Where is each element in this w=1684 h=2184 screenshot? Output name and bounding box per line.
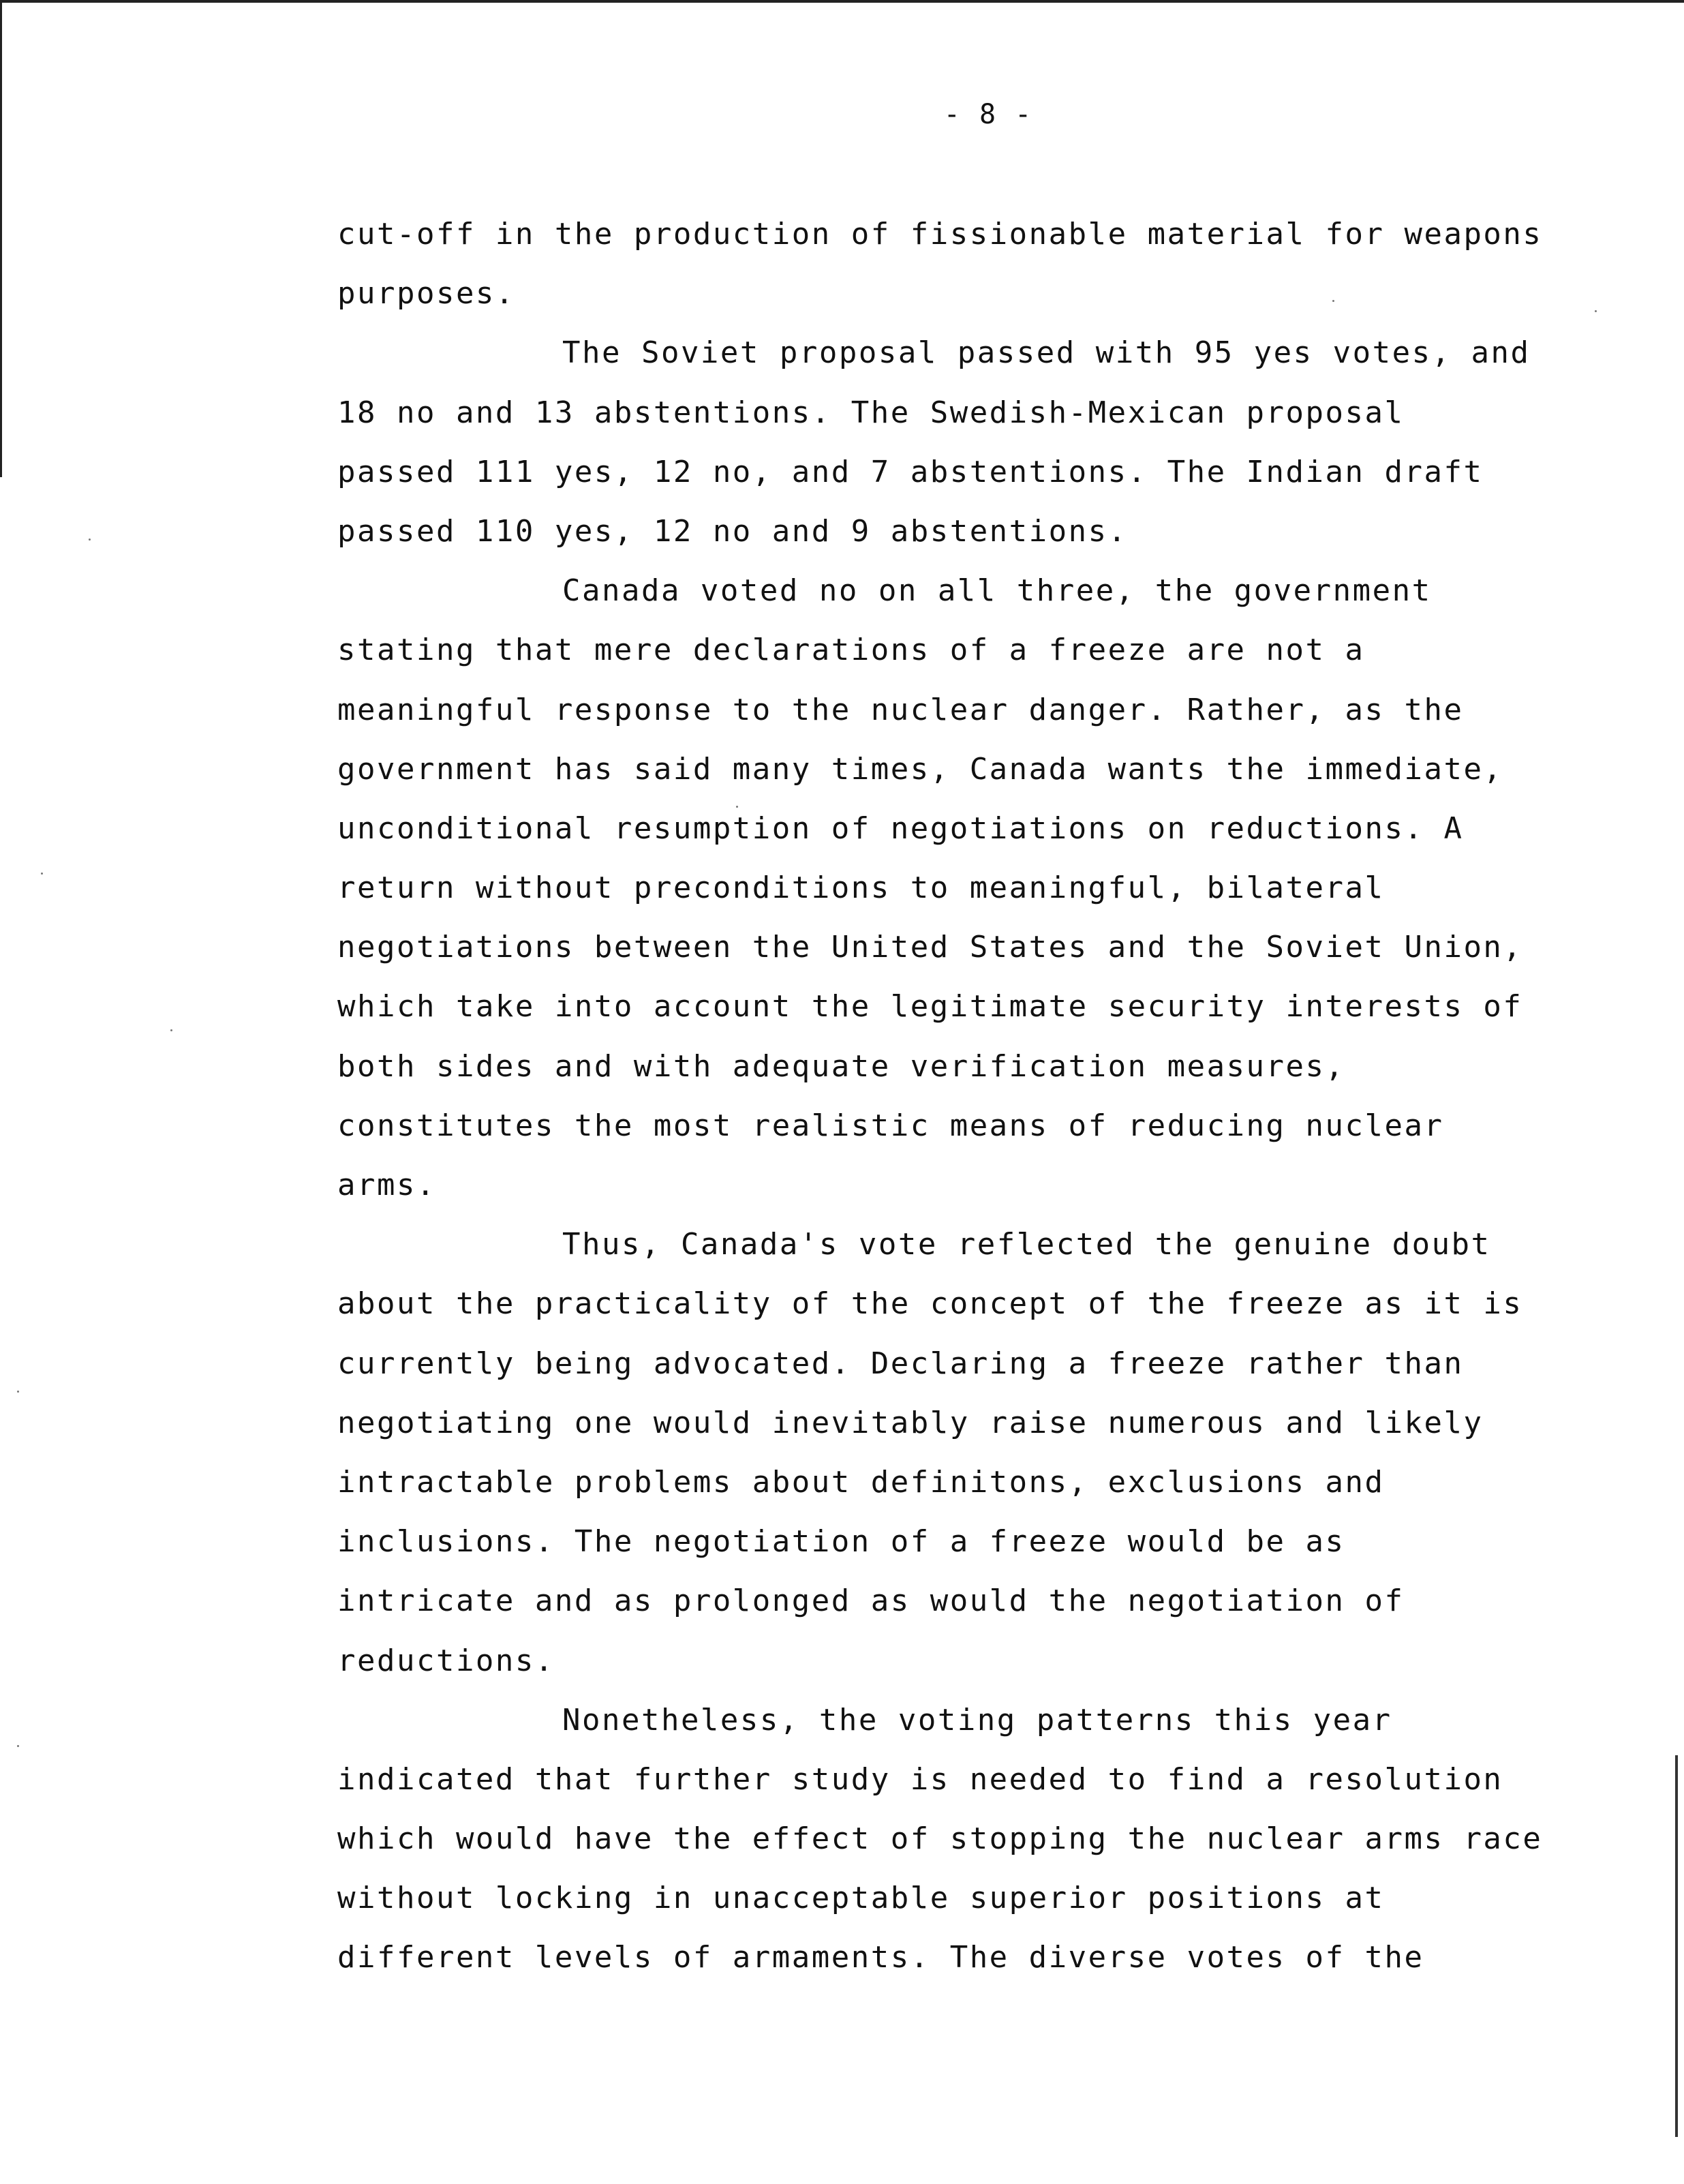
scan-speck (17, 1745, 19, 1747)
text-line: about the practicality of the concept of the freeze as it is (337, 1286, 1523, 1322)
text-line: meaningful response to the nuclear danger. Rather, as the (337, 692, 1464, 727)
text-line: negotiating one would inevitably raise numerous and likely (337, 1405, 1484, 1440)
text-line: reductions. (337, 1643, 555, 1678)
text-line: The Soviet proposal passed with 95 yes votes, and (562, 335, 1531, 371)
text-line: arms. (337, 1168, 436, 1202)
scan-speck (17, 1391, 19, 1393)
scan-speck (170, 1029, 172, 1031)
scan-edge-top (0, 0, 1684, 3)
text-line: which take into account the legitimate security interests of (337, 989, 1523, 1025)
text-line: intractable problems about definitons, exclusions and (337, 1464, 1385, 1500)
text-line: passed 111 yes, 12 no, and 7 abstentions. The Indian draft (337, 454, 1484, 489)
text-line: which would have the effect of stopping the nuclear arms race (337, 1821, 1543, 1857)
text-line: indicated that further study is needed to find a resolution (337, 1761, 1503, 1797)
scan-speck (89, 539, 91, 541)
text-line: negotiations between the United States and the Soviet Union, (337, 930, 1523, 965)
text-line: currently being advocated. Declaring a freeze rather than (337, 1346, 1464, 1381)
text-line: government has said many times, Canada wants the immediate, (337, 751, 1503, 787)
text-line: passed 110 yes, 12 no and 9 abstentions. (337, 513, 1128, 549)
text-line: cut-off in the production of fissionable material for weapons (337, 217, 1543, 252)
text-line: 18 no and 13 abstentions. The Swedish-Mexican proposal (337, 395, 1405, 430)
text-line: Thus, Canada's vote reflected the genuine doubt (562, 1227, 1491, 1262)
scan-edge-right (1675, 1755, 1678, 2137)
text-line: purposes. (337, 276, 515, 312)
scan-edge-left (0, 0, 2, 477)
text-line: stating that mere declarations of a freeze are not a (337, 633, 1365, 668)
body-text (337, 204, 1632, 1988)
text-line: intricate and as prolonged as would the negotiation of (337, 1583, 1405, 1619)
text-line: Canada voted no on all three, the government (562, 573, 1432, 609)
text-line: constitutes the most realistic means of reducing nuclear (337, 1108, 1444, 1143)
text-line: unconditional resumption of negotiations on reductions. A (337, 810, 1464, 846)
text-line: without locking in unacceptable superior positions at (337, 1881, 1385, 1916)
text-line: return without preconditions to meaningful, bilateral (337, 870, 1385, 906)
text-line: Nonetheless, the voting patterns this year (562, 1702, 1392, 1738)
text-line: inclusions. The negotiation of a freeze would be as (337, 1524, 1345, 1560)
page-number: - 8 - (943, 99, 1033, 130)
scan-speck (41, 873, 43, 875)
text-line: both sides and with adequate verification measures, (337, 1048, 1345, 1084)
text-line: different levels of armaments. The diverse votes of the (337, 1940, 1424, 1975)
